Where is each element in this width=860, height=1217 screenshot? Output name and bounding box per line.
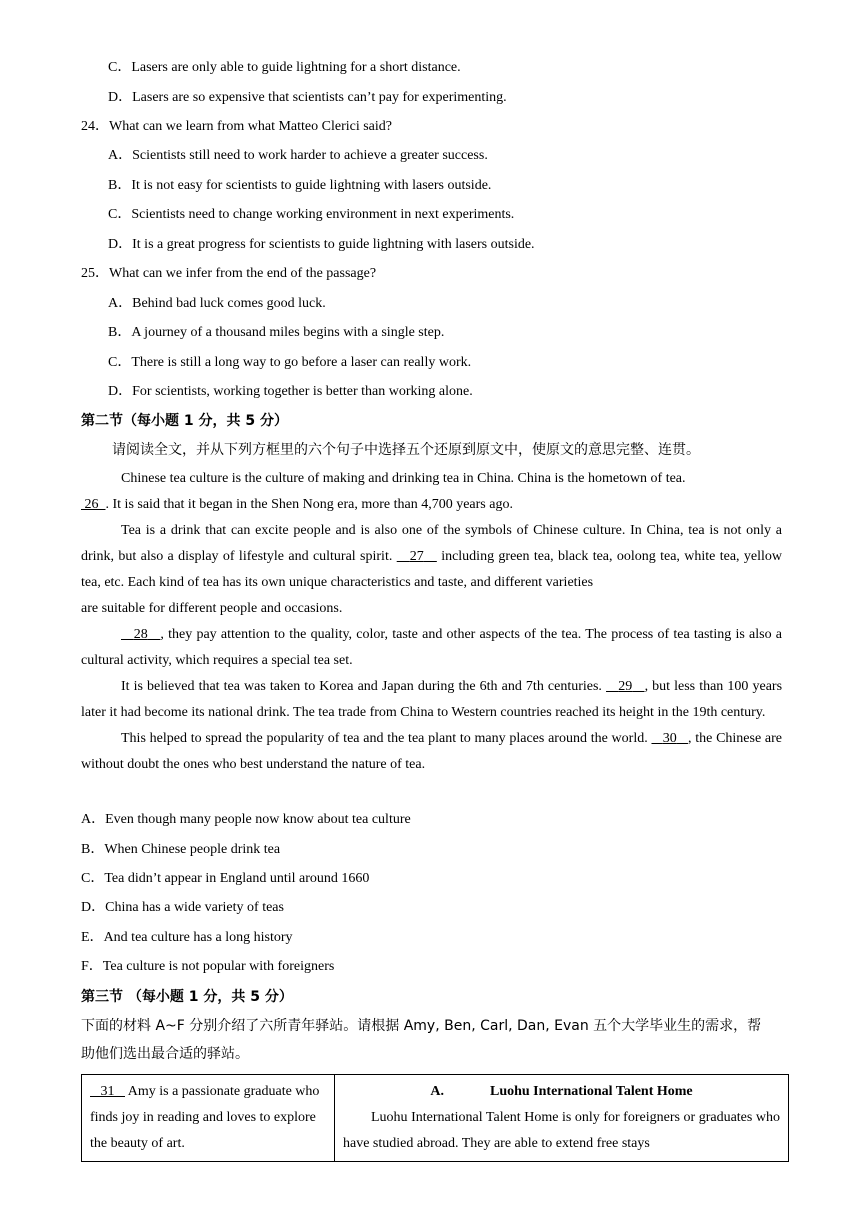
- section3-instruction-line2: 助他们选出最合适的驿站。: [81, 1046, 249, 1062]
- section2-heading: 第二节（每小题 1 分，共 5 分）: [81, 413, 288, 429]
- table-row: [82, 1075, 789, 1162]
- answer-option-c: C．Tea didn’t appear in England until around 1660: [81, 871, 370, 886]
- answer-option-b: B．When Chinese people drink tea: [81, 842, 281, 857]
- blank-31[interactable]: 31: [100, 1084, 115, 1099]
- cloze-passage: [81, 466, 782, 778]
- answer-option-e: E．And tea culture has a long history: [81, 930, 293, 945]
- q25-option-c: C．There is still a long way to go before a laser can really work.: [108, 355, 472, 370]
- passage-paragraph-4: It is believed that tea was taken to Korea and Japan during the 6th and 7th centuries. 29 , but less than 100 years later it had become its national drink. The tea trade from China to Western countries reached its height in the 19th century.: [81, 679, 783, 720]
- station-title: [343, 1079, 780, 1105]
- q23-option-c: C．Lasers are only able to guide lightning for a short distance.: [108, 60, 461, 75]
- blank-27[interactable]: 27: [409, 549, 424, 564]
- answer-option-a: A．Even though many people now know about tea culture: [81, 812, 411, 827]
- passage-paragraph-3: 28 , they pay attention to the quality, color, taste and other aspects of the tea. The process of tea tasting is also a cultural activity, which requires a special tea set.: [81, 627, 783, 668]
- q24-stem: 24．What can we learn from what Matteo Clerici said?: [81, 119, 392, 134]
- person-cell: [82, 1075, 335, 1162]
- section3-heading: 第三节 （每小题 1 分，共 5 分）: [81, 989, 293, 1005]
- q25-stem: 25．What can we infer from the end of the passage?: [81, 266, 377, 281]
- blank-30[interactable]: 30: [662, 731, 677, 746]
- q24-option-d: D．It is a great progress for scientists to guide lightning with lasers outside.: [108, 237, 535, 252]
- q25-option-d: D．For scientists, working together is better than working alone.: [108, 384, 473, 399]
- blank-29[interactable]: 29: [618, 679, 633, 694]
- q24-option-a: A．Scientists still need to work harder to achieve a greater success.: [108, 148, 488, 163]
- station-name: Luohu International Talent Home: [489, 1084, 693, 1099]
- q23-option-d: D．Lasers are so expensive that scientists can’t pay for experimenting.: [108, 90, 507, 105]
- station-label: A.: [430, 1084, 444, 1099]
- station-cell: [335, 1075, 789, 1162]
- blank-28[interactable]: 28: [133, 627, 148, 642]
- passage-paragraph-5: This helped to spread the popularity of tea and the tea plant to many places around the world. 30 , the Chinese are without doubt the ones who best understand the nature of tea.: [81, 731, 783, 772]
- answer-option-d: D．China has a wide variety of teas: [81, 900, 284, 915]
- passage-paragraph-1: Chinese tea culture is the culture of making and drinking tea in China. China is the hometown of tea.: [121, 471, 686, 486]
- person-description: Amy is a passionate graduate who finds joy in reading and loves to explore the beauty of art.: [90, 1084, 320, 1151]
- section2-instruction: 请阅读全文，并从下列方框里的六个句子中选择五个还原到原文中，使原文的意思完整、连贯。: [112, 442, 700, 458]
- station-description: Luohu International Talent Home is only for foreigners or graduates who have studied abroad. They are able to extend free stays: [343, 1110, 780, 1151]
- passage-paragraph-2: Tea is a drink that can excite people and is also one of the symbols of Chinese culture. In China, tea is not only a drink, but also a display of lifestyle and cultural spirit. 27 including green tea, black tea, oolong tea, white tea, yellow tea, etc. Each kind of tea has its own unique characteristics and taste, and different varieties: [81, 523, 783, 590]
- q25-option-b: B．A journey of a thousand miles begins with a single step.: [108, 325, 445, 340]
- q24-option-c: C．Scientists need to change working environment in next experiments.: [108, 207, 515, 222]
- q24-option-b: B．It is not easy for scientists to guide lightning with lasers outside.: [108, 178, 492, 193]
- passage-paragraph-2-cont: are suitable for different people and occasions.: [81, 601, 343, 616]
- section3-instruction-line1: 下面的材料 A~F 分别介绍了六所青年驿站。请根据 Amy, Ben, Carl, Dan, Evan 五个大学毕业生的需求，帮: [81, 1018, 762, 1034]
- q25-option-a: A．Behind bad luck comes good luck.: [108, 296, 326, 311]
- answer-option-f: F．Tea culture is not popular with foreigners: [81, 959, 335, 974]
- matching-table: [81, 1074, 789, 1162]
- passage-paragraph-1-cont: 26 . It is said that it began in the Shen Nong era, more than 4,700 years ago.: [81, 492, 782, 518]
- blank-26[interactable]: 26: [84, 497, 99, 512]
